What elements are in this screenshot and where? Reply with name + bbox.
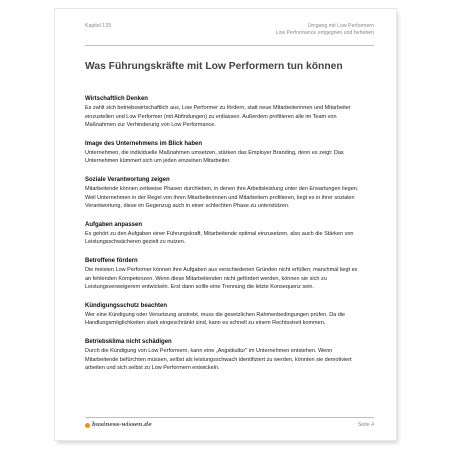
section: [85, 302, 365, 328]
section-body: Es zahlt sich betriebswirtschaftlich aus, Low Performer zu fördern, statt neue Mitarbeiterinnen und Mitarbeiter einzustellen und Low Performer (mit Abfindungen) zu entlassen. Außerdem profitieren alle im Team von Maßnahmen zur Verhinderung von Low Performance.: [85, 105, 351, 129]
section-heading: Soziale Verantwortung zeigen: [85, 176, 170, 183]
logo-dot-icon: [85, 423, 90, 428]
section-heading: Image des Unternehmens im Blick haben: [85, 140, 203, 147]
logo[interactable]: [85, 422, 152, 428]
section-body: Die meisten Low Performer können ihre Aufgaben aus verschiedenen Gründen nicht erfüllen; manchmal liegt es an fehlenden Kompetenzen. Wenn diese Mitarbeitenden nicht gefördert werden, können sie sich zu Leistungsverweigerern entwickeln. Erst dann sollte eine Trennung die letzte Konsequenz sein.: [85, 266, 358, 291]
chapter-label: Kapitel 133: [85, 23, 111, 29]
section-heading: Aufgaben anpassen: [85, 221, 143, 228]
header-topic-line1: Umgang mit Low Performern: [307, 23, 374, 29]
section: [85, 221, 365, 247]
content: [85, 95, 365, 383]
page-header: [85, 23, 374, 46]
section: [85, 176, 365, 211]
header-topic: [276, 23, 374, 37]
section: [85, 338, 365, 373]
page-title: Was Führungskräfte mit Low Performern tun können: [85, 61, 343, 72]
logo-text: business-wissen.de: [92, 422, 152, 428]
section-body: Mitarbeitende können zeitweise Phasen durchleben, in denen ihre Arbeitsleistung unter den Erwartungen liegen. Weil Unternehmen in der Regel von ihren Mitarbeiterinnen und Mitarbeitern profitieren, liegt es in ihrer sozialen Verantwortung, diese im Gegenzug auch in einer schlechten Phase zu unterstützen.: [85, 185, 359, 210]
page-number: Seite 4: [357, 422, 374, 428]
section-body: Durch die Kündigung von Low Performern, kann eine „Angstkultur" im Unternehmen entstehen. Wenn Mitarbeitende befürchten müssen, selbst als leistungsschwach identifiziert zu werden, könnten sie demotiviert arbeiten und sich selbst zu Low Performern entwickeln.: [85, 347, 352, 372]
section-body: Unternehmen, die individuelle Maßnahmen umsetzen, stärken das Employer Branding, denn es zeigt: Das Unternehmen kümmert sich um jeden einzelnen Mitarbeiter.: [85, 149, 344, 165]
section-heading: Betriebsklima nicht schädigen: [85, 338, 172, 345]
section-heading: Wirtschaftlich Denken: [85, 96, 148, 102]
section: [85, 95, 365, 130]
document-page: [55, 9, 396, 440]
header-topic-line2: Low Performance entgegnen und beheben: [275, 29, 374, 36]
section-body: Es gehört zu den Aufgaben einer Führungskraft, Mitarbeitende optimal einzusetzen, also auch die Stärken von Leistungsschwächeren gezielt zu nutzen.: [85, 230, 354, 246]
page-footer: [85, 417, 374, 432]
section: [85, 140, 365, 166]
section-heading: Betroffene fördern: [85, 257, 138, 264]
section-heading: Kündigungsschutz beachten: [85, 302, 168, 309]
section: [85, 257, 365, 292]
section-body: Wer eine Kündigung oder Versetzung anstrebt, muss die gesetzlichen Rahmenbedingungen prüfen. Da die Handlungsmöglichkeiten stark eingeschränkt sind, kann es schnell zu einem Rechtsstreit kommen.: [85, 311, 346, 327]
